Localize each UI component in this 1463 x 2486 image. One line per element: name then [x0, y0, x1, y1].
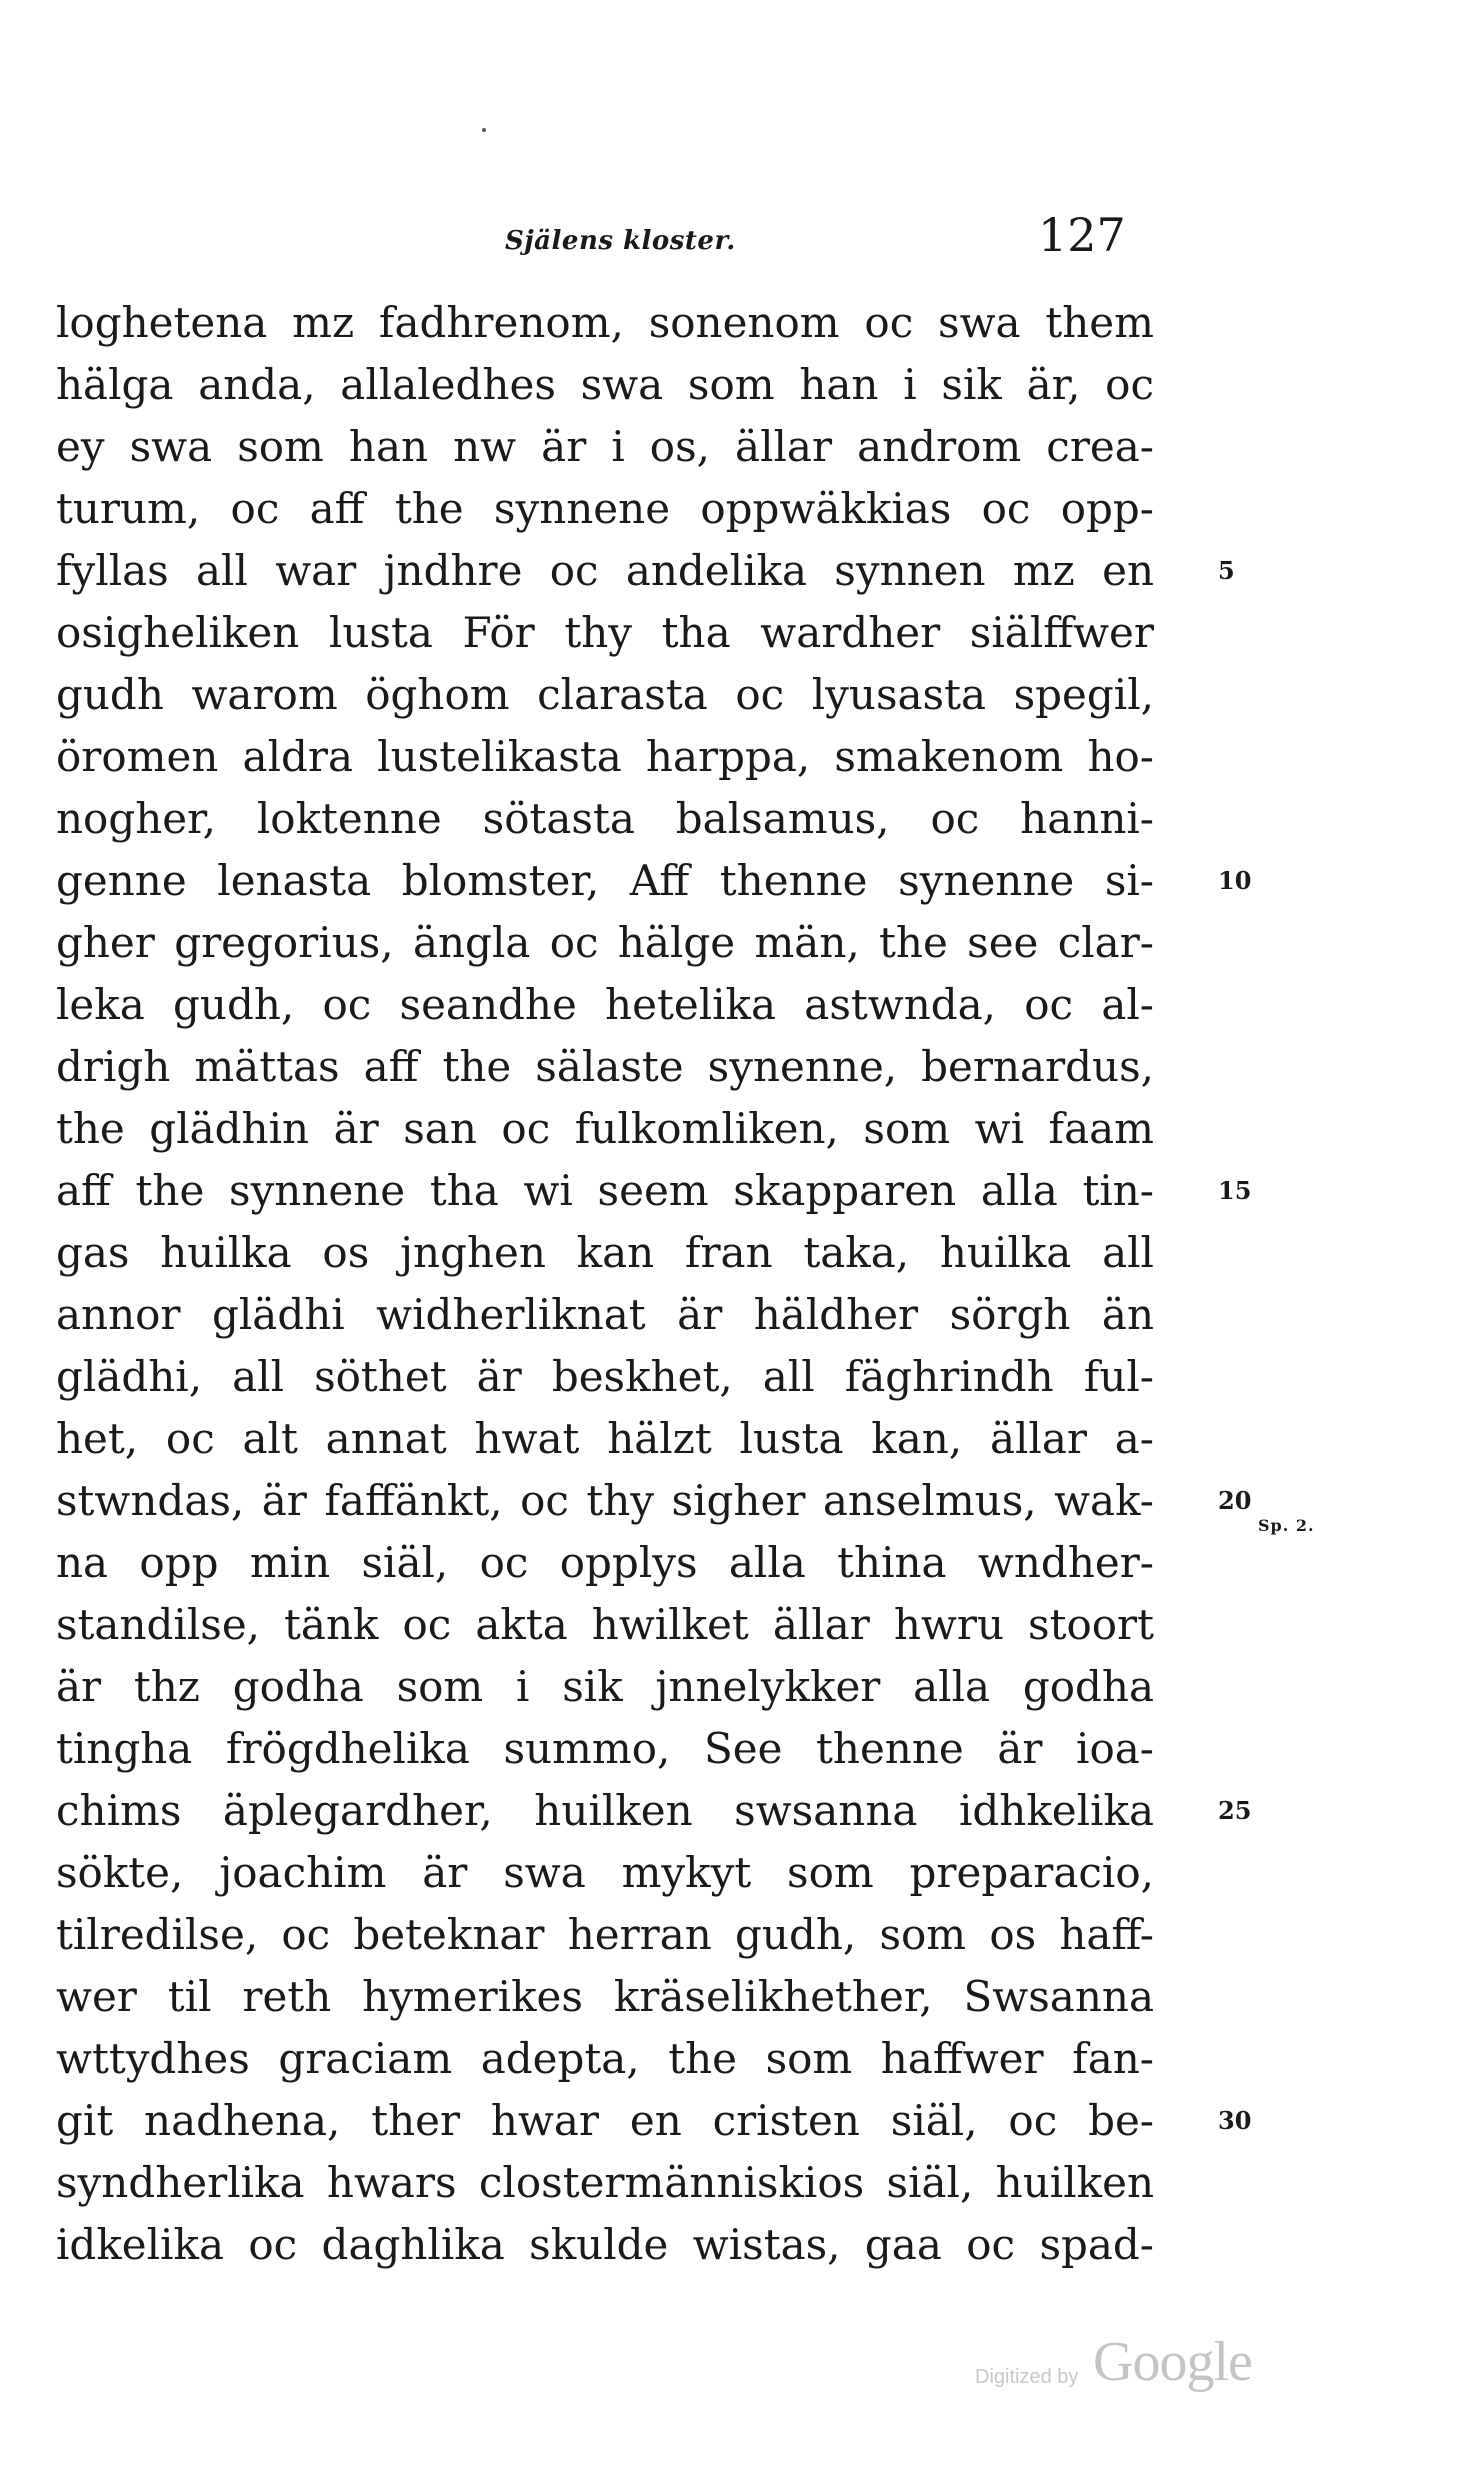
- line-number: 20: [1218, 1486, 1252, 1515]
- google-logo: Google: [1093, 2331, 1252, 2393]
- line-number: 30: [1218, 2106, 1252, 2135]
- page-number: 127: [1038, 208, 1126, 262]
- text-line-content: na opp min siäl, oc opplys alla thina wndher-: [56, 1538, 1154, 1587]
- text-line-content: tingha frögdhelika summo, See thenne är ioa-: [56, 1724, 1154, 1773]
- text-line: [56, 1966, 1166, 2028]
- text-line: [56, 1284, 1166, 1346]
- line-number: 5: [1218, 556, 1235, 585]
- text-line-content: gher gregorius, ängla oc hälge män, the see clar-: [56, 918, 1154, 967]
- text-line: [56, 788, 1166, 850]
- running-title: Själens kloster.: [505, 226, 736, 256]
- text-line: [56, 2090, 1252, 2152]
- text-line-content: sökte, joachim är swa mykyt som preparacio,: [56, 1848, 1154, 1897]
- watermark-prefix: Digitized by: [975, 2366, 1079, 2388]
- text-line: [56, 1656, 1166, 1718]
- text-line: [56, 2152, 1166, 2214]
- text-line: [56, 1594, 1166, 1656]
- text-line-content: idkelika oc daghlika skulde wistas, gaa oc spad-: [56, 2220, 1154, 2269]
- text-line: [56, 478, 1166, 540]
- text-line-content: leka gudh, oc seandhe hetelika astwnda, oc al-: [56, 980, 1154, 1029]
- text-line-content: är thz godha som i sik jnnelykker alla godha: [56, 1662, 1154, 1711]
- text-line-content: turum, oc aff the synnene oppwäkkias oc opp-: [56, 484, 1154, 533]
- text-line: [56, 850, 1252, 912]
- body-text: [56, 292, 1252, 2276]
- text-line: [56, 1718, 1166, 1780]
- text-line-content: chims äplegardher, huilken swsanna idhkelika: [56, 1786, 1154, 1835]
- text-line-content: stwndas, är faffänkt, oc thy sigher anselmus, wak-: [56, 1476, 1154, 1525]
- text-line: [56, 416, 1166, 478]
- text-line: [56, 1904, 1166, 1966]
- text-line-content: wttydhes graciam adepta, the som haffwer fan-: [56, 2034, 1154, 2083]
- text-line-content: genne lenasta blomster, Aff thenne synenne si-: [56, 856, 1154, 905]
- text-line-content: aff the synnene tha wi seem skapparen alla tin-: [56, 1166, 1154, 1215]
- text-line: [56, 540, 1235, 602]
- text-line: [56, 2028, 1166, 2090]
- text-line-content: het, oc alt annat hwat hälzt lusta kan, ällar a-: [56, 1414, 1154, 1463]
- text-line-content: drigh mättas aff the sälaste synenne, bernardus,: [56, 1042, 1154, 1091]
- text-line-content: wer til reth hymerikes kräselikhether, Swsanna: [56, 1972, 1154, 2021]
- text-line: [56, 1532, 1166, 1594]
- margin-note: Sp. 2.: [1258, 1516, 1315, 1535]
- text-line-content: hälga anda, allaledhes swa som han i sik är, oc: [56, 360, 1154, 409]
- text-line-content: syndherlika hwars clostermänniskios siäl, huilken: [56, 2158, 1154, 2207]
- text-line-content: öromen aldra lustelikasta harppa, smakenom ho-: [56, 732, 1154, 781]
- text-line: [56, 912, 1166, 974]
- ink-speck: [482, 128, 486, 132]
- line-number: 10: [1218, 866, 1252, 895]
- text-line-content: standilse, tänk oc akta hwilket ällar hwru stoort: [56, 1600, 1154, 1649]
- digitization-watermark: [975, 2330, 1295, 2410]
- text-line-content: nogher, loktenne sötasta balsamus, oc hanni-: [56, 794, 1154, 843]
- text-line: [56, 726, 1166, 788]
- text-line: [56, 1036, 1166, 1098]
- line-number: 15: [1218, 1176, 1252, 1205]
- text-line-content: osigheliken lusta För thy tha wardher siälffwer: [56, 608, 1154, 657]
- text-line: [56, 1160, 1252, 1222]
- running-header: [0, 208, 1463, 278]
- text-line: [56, 1346, 1166, 1408]
- text-line-content: annor glädhi widherliknat är häldher sörgh än: [56, 1290, 1154, 1339]
- text-line-content: git nadhena, ther hwar en cristen siäl, oc be-: [56, 2096, 1154, 2145]
- text-line: [56, 602, 1166, 664]
- text-line-content: ey swa som han nw är i os, ällar androm crea-: [56, 422, 1154, 471]
- text-line: [56, 1098, 1166, 1160]
- text-line: [56, 292, 1166, 354]
- line-number: 25: [1218, 1796, 1252, 1825]
- text-line-content: fyllas all war jndhre oc andelika synnen mz en: [56, 546, 1154, 595]
- text-line-content: glädhi, all söthet är beskhet, all fäghrindh ful-: [56, 1352, 1154, 1401]
- text-line: [56, 1842, 1166, 1904]
- text-line: [56, 664, 1166, 726]
- text-line: [56, 354, 1166, 416]
- text-line-content: gas huilka os jnghen kan fran taka, huilka all: [56, 1228, 1154, 1277]
- text-line: [56, 1470, 1252, 1532]
- text-line-content: loghetena mz fadhrenom, sonenom oc swa them: [56, 298, 1154, 347]
- text-line-content: tilredilse, oc beteknar herran gudh, som os haff-: [56, 1910, 1154, 1959]
- text-line: [56, 1408, 1166, 1470]
- text-line-content: gudh warom öghom clarasta oc lyusasta spegil,: [56, 670, 1154, 719]
- text-line-content: the glädhin är san oc fulkomliken, som wi faam: [56, 1104, 1154, 1153]
- text-line: [56, 1222, 1166, 1284]
- text-line: [56, 2214, 1166, 2276]
- text-line: [56, 1780, 1252, 1842]
- text-line: [56, 974, 1166, 1036]
